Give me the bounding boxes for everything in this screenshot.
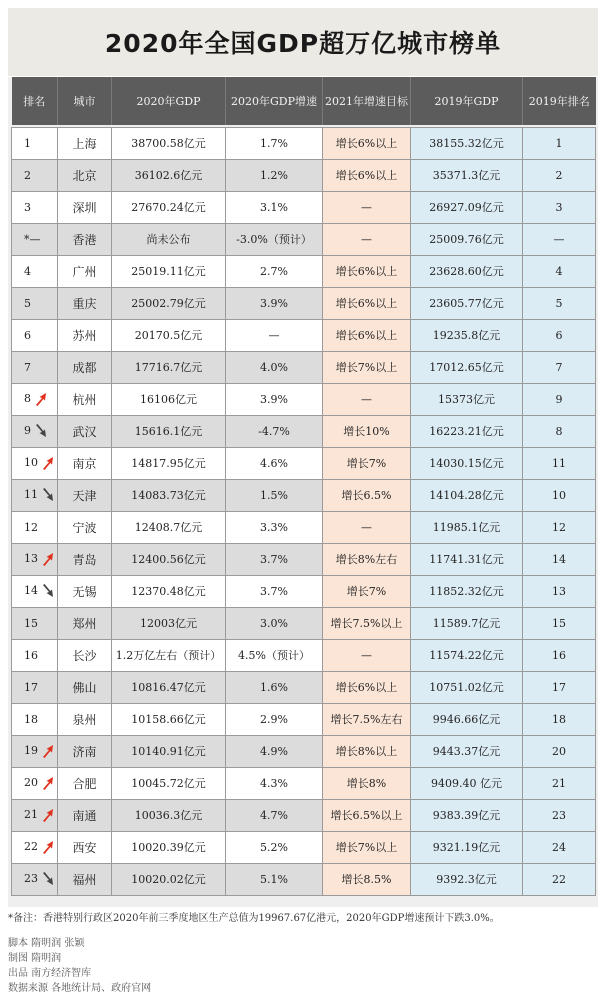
rank-cell — [12, 639, 58, 671]
rank-2019-cell: 2 — [523, 159, 596, 191]
growth-2020-cell: 1.2% — [226, 159, 323, 191]
gdp-2019-cell: 14104.28亿元 — [411, 479, 523, 511]
rank-cell — [12, 351, 58, 383]
rank-2019-cell: 13 — [523, 575, 596, 607]
rank-value: 22 — [24, 840, 38, 853]
growth-2020-cell: 1.7% — [226, 127, 323, 159]
rank-value: 2 — [24, 168, 31, 182]
trend-down-icon — [40, 487, 56, 503]
gdp-2019-cell: 11852.32亿元 — [411, 575, 523, 607]
target-2021-cell: 增长6%以上 — [323, 287, 411, 319]
header-gdp-2019: 2019年GDP — [411, 77, 523, 125]
gdp-2020-cell: 12400.56亿元 — [112, 543, 226, 575]
table-row — [12, 127, 596, 159]
table-row — [12, 415, 596, 447]
rank-2019-cell: 4 — [523, 255, 596, 287]
gdp-2019-cell: 19235.8亿元 — [411, 319, 523, 351]
rank-value: 3 — [24, 200, 31, 214]
target-2021-cell: 增长6%以上 — [323, 671, 411, 703]
gdp-2019-cell: 38155.32亿元 — [411, 127, 523, 159]
rank-value: 17 — [24, 680, 38, 694]
rank-2019-cell: 3 — [523, 191, 596, 223]
city-cell: 苏州 — [58, 319, 112, 351]
page-title: 2020年全国GDP超万亿城市榜单 — [104, 29, 502, 58]
target-2021-cell: 增长6%以上 — [323, 319, 411, 351]
trend-down-icon — [33, 423, 49, 439]
gdp-2019-cell: 23605.77亿元 — [411, 287, 523, 319]
target-2021-cell: 增长7% — [323, 575, 411, 607]
target-2021-cell: — — [323, 383, 411, 415]
target-2021-cell: — — [323, 639, 411, 671]
header-rank-2019: 2019年排名 — [523, 77, 596, 125]
table-row — [12, 255, 596, 287]
table-row — [12, 575, 596, 607]
target-2021-cell: — — [323, 191, 411, 223]
gdp-2019-cell: 9946.66亿元 — [411, 703, 523, 735]
city-cell: 合肥 — [58, 767, 112, 799]
credits — [8, 936, 151, 996]
growth-2020-cell: 4.9% — [226, 735, 323, 767]
header-rank: 排名 — [12, 77, 58, 125]
gdp-2020-cell: 10036.3亿元 — [112, 799, 226, 831]
gdp-2019-cell: 9321.19亿元 — [411, 831, 523, 863]
target-2021-cell: 增长7%以上 — [323, 831, 411, 863]
rank-cell — [12, 703, 58, 735]
gdp-2020-cell: 20170.5亿元 — [112, 319, 226, 351]
rank-value: 16 — [24, 648, 38, 662]
rank-2019-cell: 24 — [523, 831, 596, 863]
rank-value: 1 — [24, 136, 31, 150]
growth-2020-cell: 5.2% — [226, 831, 323, 863]
rank-2019-cell: 16 — [523, 639, 596, 671]
city-cell: 济南 — [58, 735, 112, 767]
rank-value: 10 — [24, 456, 38, 469]
gdp-2020-cell: 1.2万亿左右（预计） — [112, 639, 226, 671]
gdp-2019-cell: 11574.22亿元 — [411, 639, 523, 671]
rank-value: 19 — [24, 744, 38, 757]
gdp-2019-cell: 10751.02亿元 — [411, 671, 523, 703]
target-2021-cell: — — [323, 511, 411, 543]
gdp-2020-cell: 15616.1亿元 — [112, 415, 226, 447]
credit-producer: 出品 南方经济智库 — [8, 968, 92, 979]
gdp-2020-cell: 25019.11亿元 — [112, 255, 226, 287]
rank-cell — [12, 799, 58, 831]
city-cell: 广州 — [58, 255, 112, 287]
gdp-2020-cell: 10816.47亿元 — [112, 671, 226, 703]
target-2021-cell: 增长7.5%左右 — [323, 703, 411, 735]
rank-2019-cell: 18 — [523, 703, 596, 735]
gdp-2019-cell: 35371.3亿元 — [411, 159, 523, 191]
target-2021-cell: 增长8% — [323, 767, 411, 799]
target-2021-cell: 增长8.5% — [323, 863, 411, 895]
growth-2020-cell: 3.9% — [226, 287, 323, 319]
credit-script: 脚本 隋明润 张颖 — [8, 938, 85, 949]
rank-2019-cell: 20 — [523, 735, 596, 767]
gdp-2020-cell: 16106亿元 — [112, 383, 226, 415]
target-2021-cell: 增长6%以上 — [323, 127, 411, 159]
city-cell: 香港 — [58, 223, 112, 255]
rank-value: 4 — [24, 264, 31, 278]
rank-value: 12 — [24, 520, 38, 534]
gdp-2020-cell: 10140.91亿元 — [112, 735, 226, 767]
rank-value: 13 — [24, 552, 38, 565]
gdp-2020-cell: 10020.39亿元 — [112, 831, 226, 863]
growth-2020-cell: 1.5% — [226, 479, 323, 511]
gdp-ranking-table — [11, 77, 596, 896]
gdp-2020-cell: 27670.24亿元 — [112, 191, 226, 223]
rank-value: 20 — [24, 776, 38, 789]
growth-2020-cell: -4.7% — [226, 415, 323, 447]
rank-2019-cell: 6 — [523, 319, 596, 351]
city-cell: 天津 — [58, 479, 112, 511]
credit-graphics: 制图 隋明润 — [8, 953, 62, 964]
table-row — [12, 223, 596, 255]
growth-2020-cell: -3.0%（预计） — [226, 223, 323, 255]
header-city: 城市 — [58, 77, 112, 125]
rank-cell — [12, 127, 58, 159]
city-cell: 南通 — [58, 799, 112, 831]
gdp-2020-cell: 尚未公布 — [112, 223, 226, 255]
header-target-2021: 2021年增速目标 — [323, 77, 411, 125]
rank-value: 6 — [24, 328, 31, 342]
rank-value: 23 — [24, 872, 38, 885]
growth-2020-cell: 4.5%（预计） — [226, 639, 323, 671]
trend-up-icon — [33, 391, 49, 407]
gdp-2019-cell: 25009.76亿元 — [411, 223, 523, 255]
rank-value: 21 — [24, 808, 38, 821]
growth-2020-cell: 2.7% — [226, 255, 323, 287]
target-2021-cell: 增长6%以上 — [323, 255, 411, 287]
rank-value: *— — [24, 232, 41, 246]
footnote: *备注：香港特别行政区2020年前三季度地区生产总值为19967.67亿港元，2020年GDP增速预计下跌3.0%。 — [8, 913, 500, 924]
target-2021-cell: 增长7% — [323, 447, 411, 479]
header-growth-2020: 2020年GDP增速 — [226, 77, 323, 125]
target-2021-cell: 增长6.5%以上 — [323, 799, 411, 831]
credit-data-source: 数据来源 各地统计局、政府官网 — [8, 983, 152, 994]
gdp-2020-cell: 10045.72亿元 — [112, 767, 226, 799]
gdp-2020-cell: 12370.48亿元 — [112, 575, 226, 607]
rank-value: 7 — [24, 360, 31, 374]
gdp-2019-cell: 9409.40 亿元 — [411, 767, 523, 799]
rank-cell — [12, 479, 58, 511]
rank-cell — [12, 543, 58, 575]
table-row — [12, 703, 596, 735]
gdp-2019-cell: 11589.7亿元 — [411, 607, 523, 639]
rank-2019-cell: 7 — [523, 351, 596, 383]
rank-2019-cell: 15 — [523, 607, 596, 639]
rank-cell — [12, 319, 58, 351]
city-cell: 长沙 — [58, 639, 112, 671]
rank-value: 9 — [24, 424, 31, 437]
gdp-2020-cell: 25002.79亿元 — [112, 287, 226, 319]
table-row — [12, 607, 596, 639]
rank-cell — [12, 607, 58, 639]
city-cell: 宁波 — [58, 511, 112, 543]
table-row — [12, 511, 596, 543]
city-cell: 杭州 — [58, 383, 112, 415]
table-row — [12, 447, 596, 479]
rank-cell — [12, 831, 58, 863]
trend-down-icon — [40, 583, 56, 599]
target-2021-cell: 增长6%以上 — [323, 159, 411, 191]
growth-2020-cell: 3.7% — [226, 575, 323, 607]
rank-value: 8 — [24, 392, 31, 405]
rank-cell — [12, 159, 58, 191]
rank-cell — [12, 511, 58, 543]
growth-2020-cell: 4.0% — [226, 351, 323, 383]
table-row — [12, 639, 596, 671]
table-body — [12, 125, 596, 895]
gdp-2019-cell: 26927.09亿元 — [411, 191, 523, 223]
growth-2020-cell: 4.7% — [226, 799, 323, 831]
city-cell: 福州 — [58, 863, 112, 895]
gdp-2019-cell: 9443.37亿元 — [411, 735, 523, 767]
growth-2020-cell: 3.9% — [226, 383, 323, 415]
table-row — [12, 159, 596, 191]
rank-2019-cell: 11 — [523, 447, 596, 479]
rank-cell — [12, 383, 58, 415]
gdp-ranking-table-container — [8, 77, 598, 907]
gdp-2019-cell: 14030.15亿元 — [411, 447, 523, 479]
table-header-row — [12, 77, 596, 125]
gdp-2020-cell: 17716.7亿元 — [112, 351, 226, 383]
table-row — [12, 479, 596, 511]
table-row — [12, 735, 596, 767]
gdp-2019-cell: 9383.39亿元 — [411, 799, 523, 831]
gdp-2020-cell: 10158.66亿元 — [112, 703, 226, 735]
city-cell: 郑州 — [58, 607, 112, 639]
growth-2020-cell: 3.0% — [226, 607, 323, 639]
rank-2019-cell: 12 — [523, 511, 596, 543]
city-cell: 青岛 — [58, 543, 112, 575]
rank-2019-cell: — — [523, 223, 596, 255]
rank-2019-cell: 5 — [523, 287, 596, 319]
gdp-2020-cell: 36102.6亿元 — [112, 159, 226, 191]
gdp-2020-cell: 12408.7亿元 — [112, 511, 226, 543]
trend-up-icon — [40, 775, 56, 791]
trend-down-icon — [40, 871, 56, 887]
growth-2020-cell: 4.6% — [226, 447, 323, 479]
city-cell: 佛山 — [58, 671, 112, 703]
table-row — [12, 671, 596, 703]
gdp-2020-cell: 14083.73亿元 — [112, 479, 226, 511]
target-2021-cell: 增长8%左右 — [323, 543, 411, 575]
gdp-2019-cell: 9392.3亿元 — [411, 863, 523, 895]
rank-value: 5 — [24, 296, 31, 310]
table-row — [12, 799, 596, 831]
rank-value: 11 — [24, 488, 38, 501]
table-row — [12, 767, 596, 799]
rank-value: 18 — [24, 712, 38, 726]
rank-2019-cell: 21 — [523, 767, 596, 799]
trend-up-icon — [40, 551, 56, 567]
target-2021-cell: 增长10% — [323, 415, 411, 447]
rank-2019-cell: 17 — [523, 671, 596, 703]
growth-2020-cell: 2.9% — [226, 703, 323, 735]
rank-2019-cell: 10 — [523, 479, 596, 511]
rank-2019-cell: 9 — [523, 383, 596, 415]
target-2021-cell: — — [323, 223, 411, 255]
growth-2020-cell: — — [226, 319, 323, 351]
rank-value: 15 — [24, 616, 38, 630]
city-cell: 深圳 — [58, 191, 112, 223]
title-banner — [8, 8, 598, 76]
city-cell: 武汉 — [58, 415, 112, 447]
rank-cell — [12, 415, 58, 447]
gdp-2020-cell: 14817.95亿元 — [112, 447, 226, 479]
gdp-2019-cell: 16223.21亿元 — [411, 415, 523, 447]
city-cell: 西安 — [58, 831, 112, 863]
target-2021-cell: 增长8%以上 — [323, 735, 411, 767]
table-row — [12, 319, 596, 351]
growth-2020-cell: 5.1% — [226, 863, 323, 895]
city-cell: 成都 — [58, 351, 112, 383]
rank-cell — [12, 191, 58, 223]
rank-2019-cell: 8 — [523, 415, 596, 447]
growth-2020-cell: 1.6% — [226, 671, 323, 703]
rank-cell — [12, 863, 58, 895]
rank-2019-cell: 22 — [523, 863, 596, 895]
table-row — [12, 831, 596, 863]
rank-value: 14 — [24, 584, 38, 597]
gdp-2020-cell: 10020.02亿元 — [112, 863, 226, 895]
target-2021-cell: 增长7.5%以上 — [323, 607, 411, 639]
growth-2020-cell: 4.3% — [226, 767, 323, 799]
city-cell: 南京 — [58, 447, 112, 479]
rank-cell — [12, 255, 58, 287]
trend-up-icon — [40, 839, 56, 855]
gdp-2020-cell: 12003亿元 — [112, 607, 226, 639]
trend-up-icon — [40, 743, 56, 759]
trend-up-icon — [40, 807, 56, 823]
gdp-2019-cell: 17012.65亿元 — [411, 351, 523, 383]
gdp-2019-cell: 15373亿元 — [411, 383, 523, 415]
gdp-2019-cell: 23628.60亿元 — [411, 255, 523, 287]
rank-2019-cell: 14 — [523, 543, 596, 575]
growth-2020-cell: 3.7% — [226, 543, 323, 575]
city-cell: 泉州 — [58, 703, 112, 735]
rank-2019-cell: 23 — [523, 799, 596, 831]
gdp-2019-cell: 11985.1亿元 — [411, 511, 523, 543]
growth-2020-cell: 3.1% — [226, 191, 323, 223]
header-gdp-2020: 2020年GDP — [112, 77, 226, 125]
rank-cell — [12, 767, 58, 799]
gdp-2020-cell: 38700.58亿元 — [112, 127, 226, 159]
rank-cell — [12, 671, 58, 703]
target-2021-cell: 增长7%以上 — [323, 351, 411, 383]
city-cell: 北京 — [58, 159, 112, 191]
city-cell: 无锡 — [58, 575, 112, 607]
gdp-2019-cell: 11741.31亿元 — [411, 543, 523, 575]
rank-cell — [12, 575, 58, 607]
target-2021-cell: 增长6.5% — [323, 479, 411, 511]
rank-cell — [12, 287, 58, 319]
table-row — [12, 543, 596, 575]
rank-2019-cell: 1 — [523, 127, 596, 159]
rank-cell — [12, 223, 58, 255]
table-row — [12, 383, 596, 415]
table-row — [12, 287, 596, 319]
city-cell: 上海 — [58, 127, 112, 159]
table-row — [12, 191, 596, 223]
trend-up-icon — [40, 455, 56, 471]
growth-2020-cell: 3.3% — [226, 511, 323, 543]
table-row — [12, 351, 596, 383]
table-row — [12, 863, 596, 895]
city-cell: 重庆 — [58, 287, 112, 319]
rank-cell — [12, 447, 58, 479]
rank-cell — [12, 735, 58, 767]
